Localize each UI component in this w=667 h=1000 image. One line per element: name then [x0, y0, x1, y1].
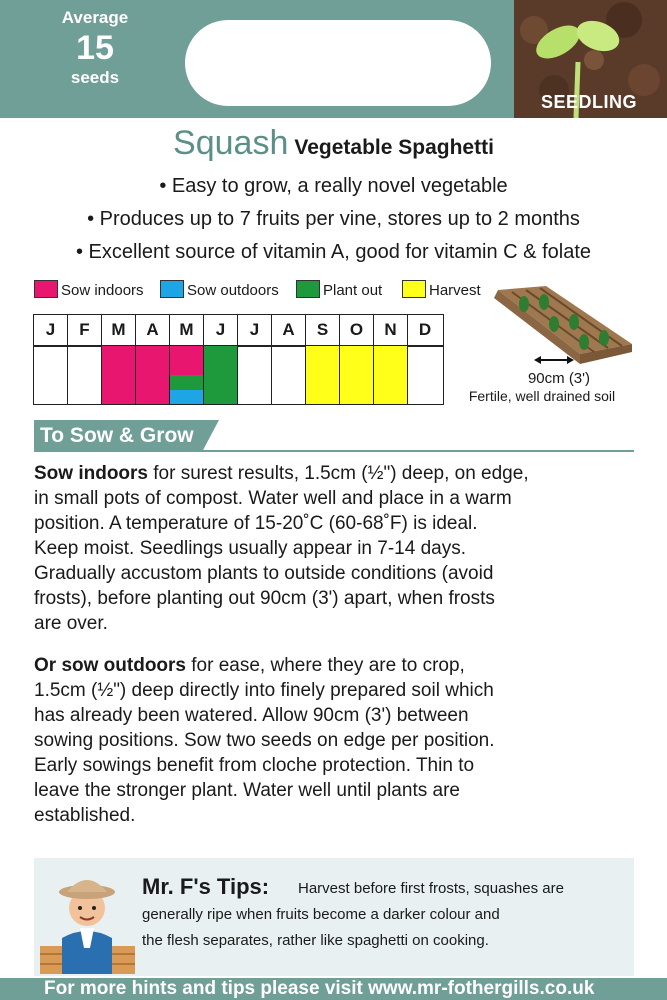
badge-top-text: Average	[61, 8, 129, 27]
calendar-activity-segment	[170, 375, 203, 390]
feature-bullet: • Excellent source of vitamin A, good for vitamin C & folate	[75, 241, 592, 263]
calendar-month-label: J	[34, 315, 68, 345]
calendar-month-cell	[68, 346, 102, 404]
calendar-month-cell	[374, 346, 408, 404]
calendar-month-label: S	[306, 315, 340, 345]
tips-title: Mr. F's Tips:	[142, 874, 270, 899]
tips-line: generally ripe when fruits become a darker colour and	[142, 906, 500, 923]
calendar-legend	[34, 280, 504, 302]
section-title: To Sow & Grow	[40, 424, 194, 447]
instruction-line: has already been watered. Allow 90cm (3') between	[34, 705, 469, 726]
instruction-line: sowing positions. Sow two seeds on edge per position.	[34, 730, 495, 751]
spacing-value: 90cm (3')	[527, 370, 591, 387]
legend-label: Plant out	[323, 282, 383, 299]
tips-line: the flesh separates, rather like spaghetti on cooking.	[142, 932, 489, 949]
instruction-line: established.	[34, 805, 136, 826]
badge-number: 15	[76, 29, 114, 67]
legend-sow-outdoors	[160, 280, 279, 302]
instruction-line	[34, 462, 634, 486]
legend-swatch	[160, 280, 184, 298]
calendar-month-cell	[340, 346, 374, 404]
instruction-bold: Or sow outdoors	[34, 655, 186, 676]
calendar-month-label: M	[102, 315, 136, 345]
calendar-month-cell	[170, 346, 204, 404]
calendar-month-label: J	[204, 315, 238, 345]
instruction-line: Keep moist. Seedlings usually appear in 7-14 days.	[34, 538, 466, 559]
title-main: Squash	[173, 124, 289, 162]
instruction-line: are over.	[34, 613, 108, 634]
soil-note: Fertile, well drained soil	[468, 388, 616, 404]
seed-count-badge	[40, 8, 150, 88]
calendar-activity-segment	[170, 346, 203, 375]
calendar-month-cell	[102, 346, 136, 404]
legend-label: Sow indoors	[61, 282, 144, 299]
instruction-line	[34, 654, 634, 678]
instruction-line: Early sowings benefit from cloche protection. Thin to	[34, 755, 475, 776]
feature-bullet: • Produces up to 7 fruits per vine, stores up to 2 months	[87, 208, 580, 230]
blank-label-oval	[185, 20, 491, 106]
calendar-month-label: A	[272, 315, 306, 345]
instruction-line: position. A temperature of 15-20˚C (60-68˚F) is ideal.	[34, 513, 478, 534]
instruction-line: frosts), before planting out 90cm (3') apart, when frosts	[34, 588, 495, 609]
calendar-month-label: N	[374, 315, 408, 345]
calendar-month-label: M	[170, 315, 204, 345]
calendar-month-cell	[204, 346, 238, 404]
calendar-activity-segment	[170, 390, 203, 405]
tips-line: Harvest before first frosts, squashes are	[298, 880, 564, 897]
legend-swatch	[34, 280, 58, 298]
calendar-month-label: D	[418, 320, 432, 339]
instruction-line: 1.5cm (½") deep directly into finely prepared soil which	[34, 680, 494, 701]
mr-fothergill-illustration	[40, 868, 135, 974]
badge-bottom-text: seeds	[70, 68, 120, 87]
legend-swatch	[402, 280, 426, 298]
calendar-month-cell	[272, 346, 306, 404]
legend-sow-indoors	[34, 280, 144, 302]
legend-label: Sow outdoors	[187, 282, 279, 299]
section-divider	[34, 450, 634, 452]
title-variety: Vegetable Spaghetti	[294, 136, 494, 159]
calendar-month-label: J	[238, 315, 272, 345]
calendar-month-label: O	[340, 315, 374, 345]
legend-plant-out	[296, 280, 382, 302]
calendar-month-cell	[136, 346, 170, 404]
legend-swatch	[296, 280, 320, 298]
row-spacing-diagram	[484, 282, 634, 367]
instruction-line: leave the stronger plant. Water well until plants are	[34, 780, 460, 801]
legend-label: Harvest	[429, 282, 481, 299]
calendar-month-cell	[238, 346, 272, 404]
seedling-label: SEEDLING	[540, 92, 637, 112]
instruction-line: Gradually accustom plants to outside conditions (avoid	[34, 563, 494, 584]
calendar-month-cell	[408, 346, 442, 404]
calendar-month-label: A	[136, 315, 170, 345]
calendar-month-cell	[34, 346, 68, 404]
instruction-text: for ease, where they are to crop,	[186, 655, 465, 676]
instruction-bold: Sow indoors	[34, 463, 148, 484]
calendar-month-cell	[306, 346, 340, 404]
instruction-line: in small pots of compost. Water well and place in a warm	[34, 488, 512, 509]
sowing-calendar	[33, 314, 444, 405]
product-title	[0, 124, 667, 163]
legend-harvest	[402, 280, 481, 302]
instruction-text: for surest results, 1.5cm (½") deep, on edge,	[148, 463, 529, 484]
calendar-month-label: F	[68, 315, 102, 345]
footer-website-text: For more hints and tips please visit www.mr-fothergills.co.uk	[44, 978, 595, 999]
feature-bullet: • Easy to grow, a really novel vegetable	[159, 175, 508, 197]
